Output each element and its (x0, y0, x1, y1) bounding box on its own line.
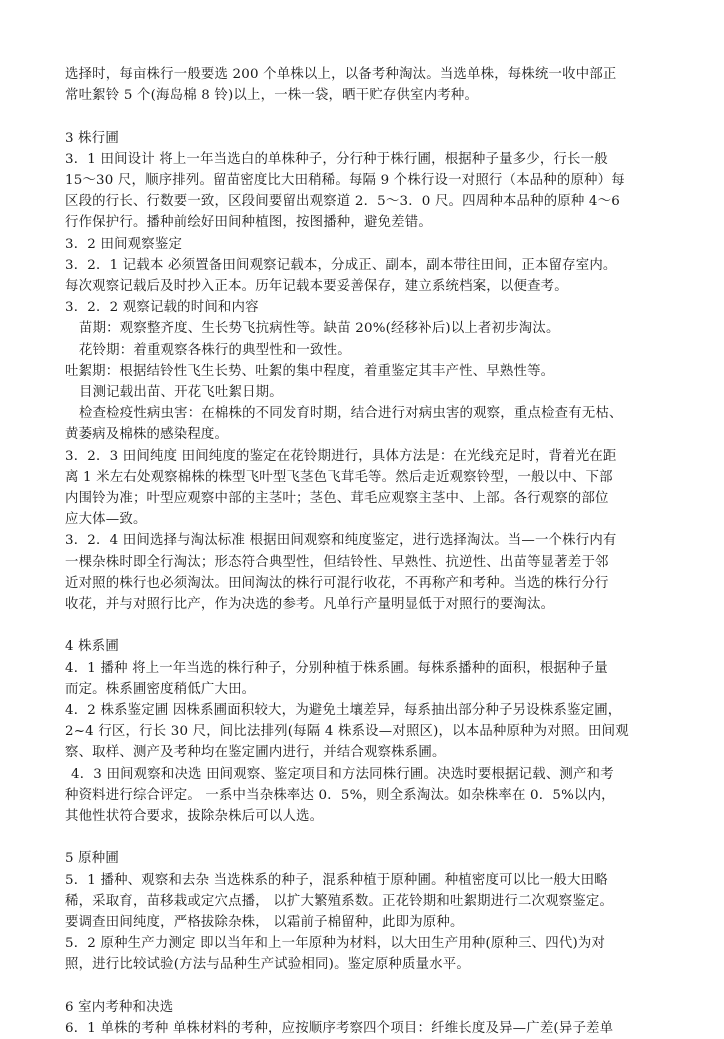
text-line: 4．3 田间观察和决选 田间观察、鉴定项目和方法同株行圃。决选时要根据记载、测产和考 (71, 767, 614, 782)
text-line: 4．1 播种 将上一年当选的株行种子，分别种植于株系圃。每株系播种的面积，根据种子量 (65, 661, 608, 676)
text-line: 吐絮期：根据结铃性飞生长势、吐絮的集中程度，着重鉴定其丰产性、早熟性等。 (65, 364, 555, 379)
section-heading: 4 株系圃 (65, 639, 119, 654)
text-line: 一棵杂株时即全行淘汰；形态符合典型性，但结铃性、早熟性、抗逆性、出苗等显著差于邻 (65, 555, 609, 570)
text-line: 2~4 行区，行长 30 尺，间比法排列(每隔 4 株系设—对照区)，以本品种原种为对照。田间观 (65, 724, 629, 739)
text-line: 3．2．4 田间选择与淘汰标准 根据田间观察和纯度鉴定，进行选择淘汰。当—一个株行内有 (65, 533, 617, 548)
text-line: 5．1 播种、观察和去杂 当选株系的种子，混系种植于原种圃。种植密度可以比一般大田略 (65, 873, 608, 888)
text-line: 5．2 原种生产力测定 即以当年和上一年原种为材料，以大田生产用种(原种三、四代)为对 (65, 936, 606, 951)
text-line: 苗期：观察整齐度、生长势飞抗病性等。缺苗 20%(经移补后)以上者初步淘汰。 (79, 321, 560, 336)
text-line: 15～30 尺，顺序排列。留苗密度比大田稍稀。每隔 9 个株行设一对照行（本品种的原种）每 (65, 173, 625, 188)
text-line: 检查检疫性病虫害：在棉株的不同发育时期，结合进行对病虫害的观察，重点检查有无枯、 (79, 406, 623, 421)
subsection-heading: 3．2．2 观察记载的时间和内容 (65, 300, 259, 315)
text-line: 照，进行比较试验(方法与品种生产试验相同)。鉴定原种质量水平。 (65, 957, 470, 972)
text-line: 3．2．3 田间纯度 田间纯度的鉴定在花铃期进行，具体方法是：在光线充足时，背着光在距 (65, 449, 617, 464)
text-line: 4．2 株系鉴定圃 因株系圃面积较大，为避免土壤差异，每系抽出部分种子另设株系鉴定圃， (65, 703, 622, 718)
text-line: 每次观察记载后及时抄入正本。历年记载本要妥善保存，建立系统档案，以便查考。 (65, 279, 568, 294)
text-line: 应大体—致。 (65, 512, 147, 527)
text-line: 离 1 米左右处观察棉株的株型飞叶型飞茎色飞茸毛等。然后走近观察铃型，一般以中、下部 (65, 470, 613, 485)
text-line: 其他性状符合要求，拔除杂株后可以人选。 (65, 809, 324, 824)
text-line: 内围铃为准；叶型应观察中部的主茎叶；茎色、茸毛应观察主茎中、上部。各行观察的部位 (65, 491, 609, 506)
text-line: 而定。株系圃密度稍低广大田。 (65, 682, 256, 697)
text-line: 3．1 田间设计 将上一年当选白的单株种子，分行种于株行圃，根据种子量多少，行长一般 (65, 152, 608, 167)
section-heading: 5 原种圃 (65, 851, 119, 866)
text-line: 黄萎病及棉株的感染程度。 (65, 427, 229, 442)
section-heading: 6 室内考种和决选 (65, 1000, 174, 1015)
text-line: 稀，采取育，苗移栽或定穴点播， 以扩大繁殖系数。正花铃期和吐絮期进行二次观察鉴定。 (65, 894, 614, 909)
text-line: 种资料进行综合评定。 一系中当杂株率达 0．5%，则全系淘汰。如杂株率在 0．5%以内， (65, 788, 615, 803)
text-line: 行作保护行。播种前绘好田间种植图，按图播种，避免差错。 (65, 215, 432, 230)
text-line: 花铃期：着重观察各株行的典型性和一致性。 (79, 343, 351, 358)
text-line: 常吐絮铃 5 个(海岛棉 8 铃)以上，一株一袋，晒干贮存供室内考种。 (65, 88, 479, 103)
text-line: 区段的行长、行数要一致，区段间要留出观察道 2．5～3．0 尺。四周种本品种的原种 4～6 (65, 194, 620, 209)
text-line: 6．1 单株的考种 单株材料的考种，应按顺序考察四个项目：纤维长度及异—广差(异子差单 (65, 1021, 614, 1036)
text-line: 3．2．1 记载本 必须置备田间观察记载本，分成正、副本，副本带往田间，正本留存室内。 (65, 258, 617, 273)
text-line: 收花，并与对照行比产，作为决选的参考。凡单行产量明显低于对照行的要淘汰。 (65, 597, 555, 612)
text-line: 要调查田间纯度，严格拔除杂株， 以霜前子棉留种，此即为原种。 (65, 915, 464, 930)
text-line: 近对照的株行也必须淘汰。田间淘汰的株行可混行收花，不再称产和考种。当选的株行分行 (65, 576, 609, 591)
text-line: 察、取样、测产及考种均在鉴定圃内进行，并结合观察株系圃。 (65, 745, 446, 760)
subsection-heading: 3．2 田间观察鉴定 (65, 237, 183, 252)
section-heading: 3 株行圃 (65, 131, 119, 146)
text-line: 选择时，每亩株行一般要选 200 个单株以上，以备考种淘汰。当选单株，每株统一收中部正 (65, 67, 617, 82)
text-line: 目测记载出苗、开花飞吐絮日期。 (79, 385, 283, 400)
